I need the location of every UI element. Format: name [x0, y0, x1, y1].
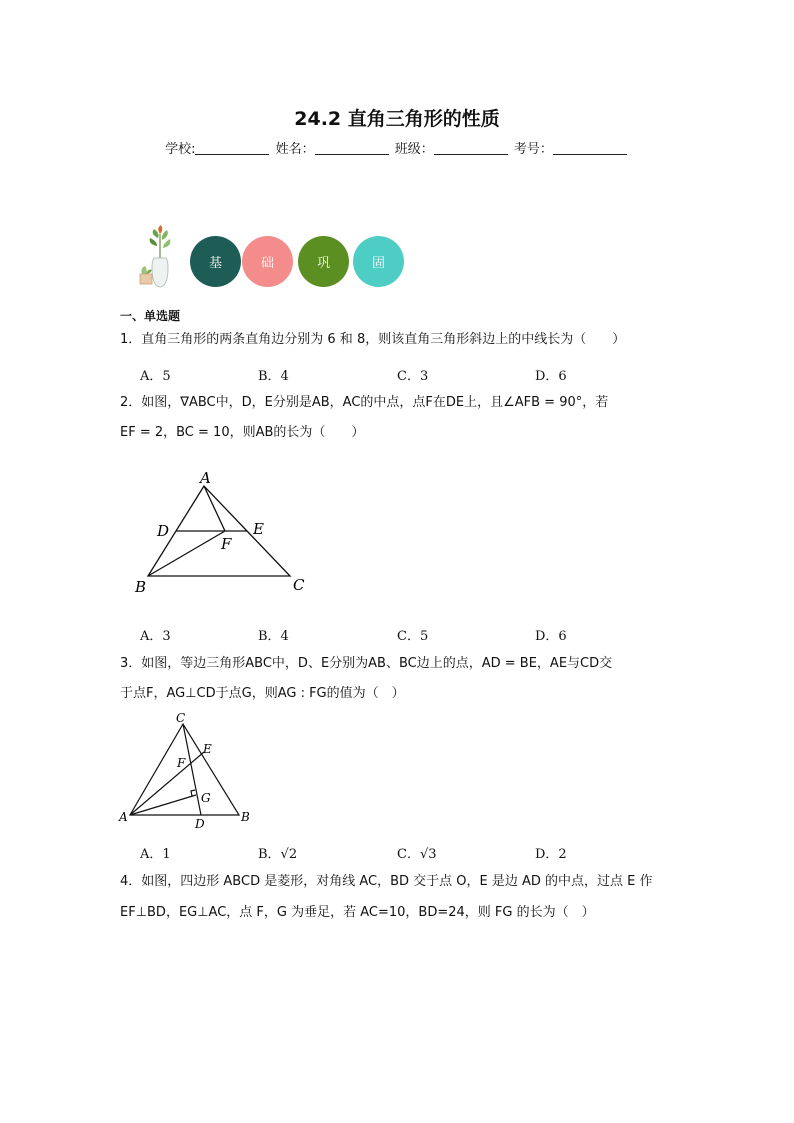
- q3-label-e: E: [203, 742, 212, 756]
- q3-option-a[interactable]: A．1: [140, 847, 171, 862]
- q1-option-d[interactable]: D．6: [535, 369, 567, 384]
- question-2-line-2: EF = 2，BC = 10，则AB的长为（ ）: [120, 425, 365, 440]
- school-blank[interactable]: [195, 141, 269, 155]
- q3-label-c: C: [176, 711, 186, 725]
- badge-chu: 础: [242, 236, 293, 287]
- question-4-line-1: 4．如图，四边形 ABCD 是菱形，对角线 AC，BD 交于点 O，E 是边 AD 的中点，过点 E 作: [120, 874, 653, 889]
- page-title: 24.2 直角三角形的性质: [294, 108, 500, 130]
- q2-triangle-figure: [130, 468, 320, 600]
- question-4-line-2: EF⊥BD，EG⊥AC，点 F，G 为垂足，若 AC=10，BD=24，则 FG 的长为（ ）: [120, 905, 595, 920]
- q3-option-b[interactable]: B．√2: [258, 847, 298, 862]
- q3-label-a: A: [119, 810, 128, 824]
- badge-gu: 固: [353, 236, 404, 287]
- question-2-line-1: 2．如图，∇ABC中，D，E分别是AB，AC的中点，点F在DE上，且∠AFB = 90°，若: [120, 395, 609, 410]
- q2-option-d[interactable]: D．6: [535, 629, 567, 644]
- q2-label-b: B: [135, 578, 147, 596]
- q2-label-d: D: [157, 522, 170, 540]
- q3-label-d: D: [195, 817, 205, 831]
- q3-option-d[interactable]: D．2: [535, 847, 567, 862]
- school-label: 学校:: [165, 142, 196, 157]
- q2-segment-af: [204, 486, 225, 531]
- question-3-line-2: 于点F，AG⊥CD于点G，则AG : FG的值为（ ）: [120, 686, 405, 701]
- q3-label-f: F: [177, 756, 186, 770]
- q3-option-c[interactable]: C．√3: [397, 847, 437, 862]
- q1-option-c[interactable]: C．3: [397, 369, 429, 384]
- q2-option-b[interactable]: B．4: [258, 629, 289, 644]
- name-blank[interactable]: [315, 141, 389, 155]
- q2-label-c: C: [293, 576, 305, 594]
- q1-option-b[interactable]: B．4: [258, 369, 289, 384]
- class-label: 班级：: [394, 142, 434, 157]
- q2-label-e: E: [253, 520, 264, 538]
- q2-option-a[interactable]: A．3: [140, 629, 171, 644]
- q3-label-b: B: [241, 810, 250, 824]
- q2-label-f: F: [221, 535, 232, 553]
- q3-equilateral-triangle-figure: [116, 708, 256, 832]
- q3-segment-ae: [130, 752, 204, 815]
- section-title: 一、单选题: [120, 309, 181, 323]
- q3-label-g: G: [201, 791, 211, 805]
- badge-ji: 基: [190, 236, 241, 287]
- plant-vase-icon: [136, 224, 182, 290]
- question-3-line-1: 3．如图，等边三角形ABC中，D、E分别为AB、BC边上的点，AD = BE，AE与CD交: [120, 656, 613, 671]
- name-label: 姓名：: [275, 142, 315, 157]
- student-info-row: [0, 138, 794, 157]
- exam-number-label: 考号：: [513, 142, 553, 157]
- q2-option-c[interactable]: C．5: [397, 629, 429, 644]
- q2-label-a: A: [200, 469, 211, 487]
- q1-option-a[interactable]: A．5: [140, 369, 171, 384]
- badge-gong: 巩: [298, 236, 349, 287]
- exam-number-blank[interactable]: [553, 141, 627, 155]
- class-blank[interactable]: [434, 141, 508, 155]
- question-1-text: 1．直角三角形的两条直角边分别为 6 和 8，则该直角三角形斜边上的中线长为（ ）: [120, 332, 626, 347]
